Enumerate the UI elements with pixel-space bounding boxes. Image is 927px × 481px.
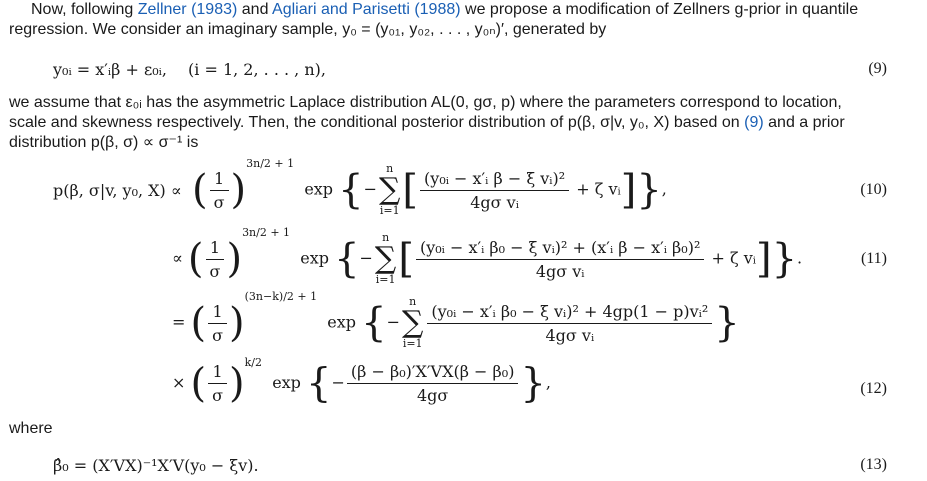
citation-zellner[interactable]: Zellner (1983) bbox=[137, 1, 238, 18]
eq9-lhs: y₀ᵢ = x′ᵢβ + ε₀ᵢ, bbox=[53, 60, 167, 79]
paragraph-assumption bbox=[9, 93, 889, 153]
equation-12 bbox=[0, 356, 927, 418]
eq11-body: ∝ ( $\frac{1}{\sigma}$ )$^{3n/2 + 1}$ exp {− n ∑ i=1 [ $\frac{\text{(y₀ᵢ − x′ᵢ β₀ − ξ vᵢ)² + (x′ᵢ β − x′ᵢ β₀)²}}{\text{4gσ vᵢ}}$ + ζ vᵢ]}. bbox=[172, 226, 803, 286]
eq10-number: (10) bbox=[860, 181, 887, 198]
eq11-number: (11) bbox=[860, 250, 887, 267]
assumption-line2b: and a prior bbox=[763, 114, 845, 131]
paragraph-intro bbox=[9, 0, 889, 40]
equation-ref-9[interactable]: (9) bbox=[744, 114, 764, 131]
assumption-line2a: scale and skewness respectively. Then, the conditional posterior distribution of p(β, σ|v, y₀, X) based on bbox=[9, 114, 745, 131]
eq12-number: (12) bbox=[860, 380, 887, 397]
eq9-number: (9) bbox=[868, 60, 887, 77]
equation-11-continued bbox=[0, 290, 927, 352]
assumption-line1: we assume that ε₀ᵢ has the asymmetric Laplace distribution AL(0, gσ, p) where the parameters correspond to location, bbox=[9, 94, 842, 111]
eq12-body: × ( $\frac{1}{\sigma}$ )$^{k/2}$ exp {− $\frac{\text{(β − β₀)′X′VX(β − β₀)}}{4g\sigma}$ }, bbox=[172, 356, 551, 407]
eq13-expr: β̂₀ = (X′VX)⁻¹X′V(y₀ − ξv). bbox=[53, 456, 259, 475]
eq13-number: (13) bbox=[860, 456, 887, 473]
eq10-lhs: p(β, σ|v, y₀, X) ∝ bbox=[53, 181, 182, 200]
equation-10 bbox=[0, 157, 927, 219]
eq9-range: (i = 1, 2, . . . , n), bbox=[188, 60, 326, 79]
assumption-line3: distribution p(β, σ) ∝ σ⁻¹ is bbox=[9, 134, 199, 151]
citation-agliari[interactable]: Agliari and Parisetti (1988) bbox=[272, 1, 461, 18]
intro-and: and bbox=[237, 1, 273, 18]
eq10-body: ( $\frac{1}{\sigma}$ )$^{3n/2 + 1}$ exp {− n ∑ i=1 [ $\frac{\text{(y₀ᵢ − x′ᵢ β − ξ vᵢ)²}}{\text{4gσ vᵢ}}$ + ζ vᵢ]}, bbox=[192, 157, 667, 217]
intro-suffix: we propose a modification of Zellners g-prior in quantile bbox=[460, 1, 859, 18]
equation-11 bbox=[0, 226, 927, 288]
intro-line2: regression. We consider an imaginary sample, y₀ = (y₀₁, y₀₂, . . . , y₀ₙ)′, generated by bbox=[9, 21, 607, 38]
eq11b-body: = ( $\frac{1}{\sigma}$ )$^{(3n-k)/2 + 1}$ exp {− n ∑ i=1 $\frac{\text{(y₀ᵢ − x′ᵢ β₀ − ξ vᵢ)² + 4gp(1 − p)vᵢ²}}{\text{4gσ vᵢ}}$ } bbox=[172, 290, 740, 350]
intro-prefix: Now, following bbox=[31, 1, 138, 18]
where-label: where bbox=[9, 420, 53, 437]
